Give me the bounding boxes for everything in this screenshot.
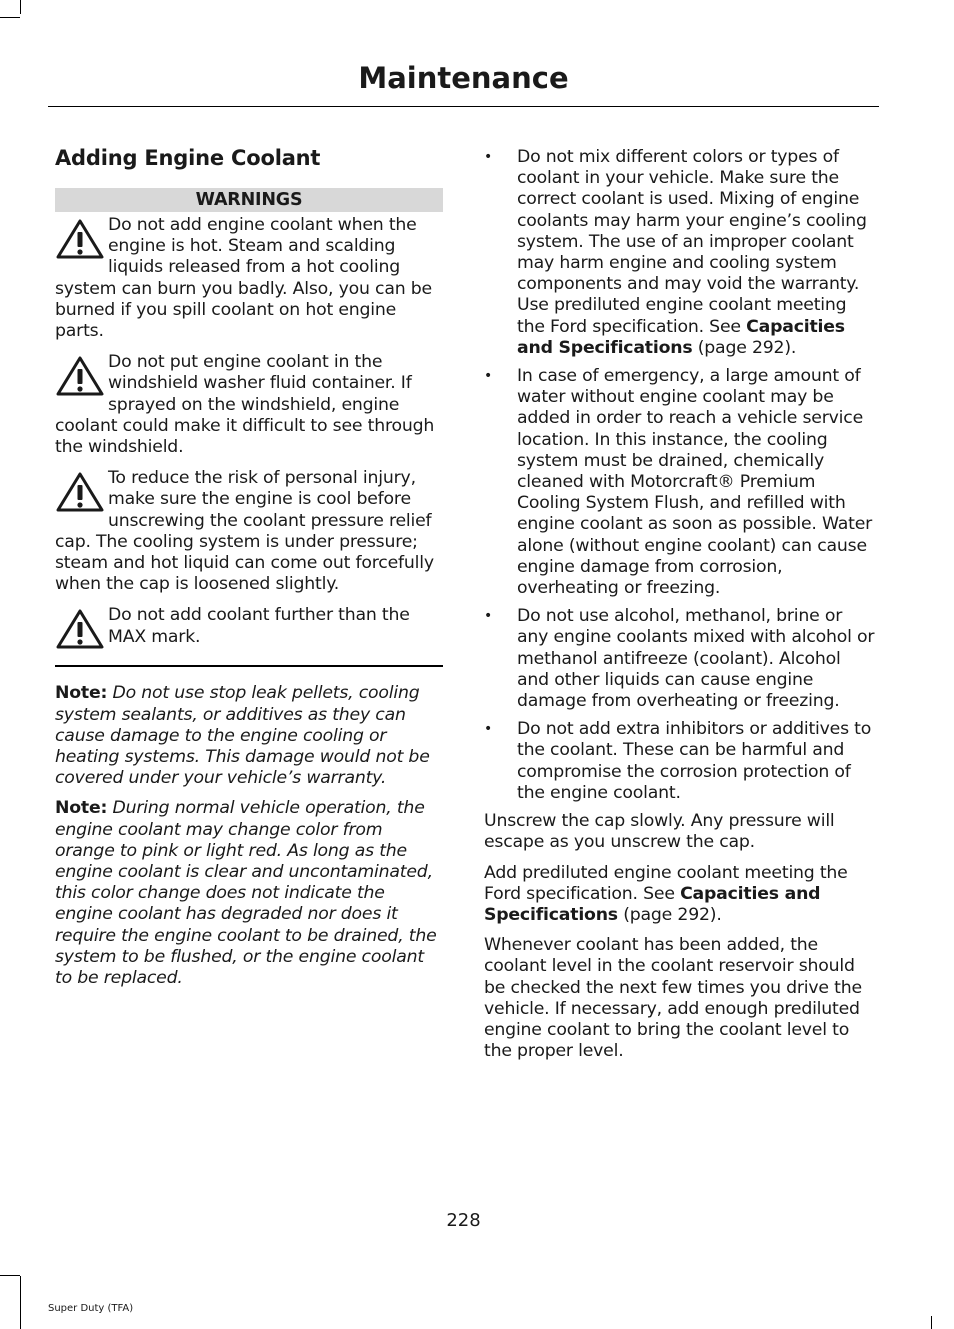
bullet-icon: • — [484, 608, 493, 625]
left-column — [55, 144, 443, 998]
cross-reference-link[interactable]: Capacities and Specifications — [517, 316, 845, 358]
bullet-icon: • — [484, 721, 493, 738]
note-paragraph — [55, 798, 443, 989]
note-label: Note: — [55, 683, 108, 704]
crop-mark — [20, 1276, 21, 1329]
warning-triangle-icon — [55, 217, 105, 265]
title-divider — [48, 106, 879, 107]
list-item — [484, 719, 876, 804]
bullet-icon: • — [484, 149, 493, 165]
warning-text: Do not add coolant further than the MAX mark. — [108, 605, 410, 647]
page-reference: (page 292). — [692, 337, 797, 358]
body-paragraph — [484, 863, 876, 927]
list-item — [484, 606, 876, 712]
body-paragraph: Unscrew the cap slowly. Any pressure will escape as you unscrew the cap. — [484, 811, 835, 853]
warning-text: Do not put engine coolant in the windshield washer fluid container. If sprayed on the windshield, engine coolant could make it difficult to see through the windshield. — [55, 352, 435, 458]
bullet-list — [484, 147, 876, 804]
page-title: Maintenance — [358, 61, 569, 95]
note-text: During normal vehicle operation, the engine coolant may change color from orange to pink or light red. As long as the engine coolant is clear and uncontaminated, this color change does not indicate the engine coolant has degraded nor does it require the engine coolant to be drained, the system to be flushed, or the engine coolant to be replaced. — [55, 798, 437, 989]
note-label: Note: — [55, 798, 108, 819]
warning-text: To reduce the risk of personal injury, make sure the engine is cool before unscrewing the coolant pressure relief cap. The cooling system is under pressure; steam and hot liquid can come out forcefully when the cap is loosened slightly. — [55, 468, 434, 595]
warning-item — [55, 215, 443, 342]
right-column — [484, 147, 876, 1071]
footer-model-label: Super Duty (TFA) — [48, 1303, 134, 1314]
list-item — [484, 366, 876, 599]
warnings-end-rule — [55, 665, 443, 667]
note-text: Do not use stop leak pellets, cooling system sealants, or additives as they can cause damage to the engine cooling or heating systems. This damage would not be covered under your vehicle’s warranty. — [55, 683, 430, 789]
cross-reference-link[interactable]: Capacities and Specifications — [484, 883, 821, 925]
warning-item — [55, 352, 443, 458]
warning-triangle-icon — [55, 354, 105, 402]
list-item-text: In case of emergency, a large amount of water without engine coolant may be added in order to reach a vehicle service location. In this instance, the cooling system must be drained, chemically cleaned with Motorcraft® Premium Cooling System Flush, and refilled with engine coolant as soon as possible. Water alone (without engine coolant) can cause engine damage from corrosion, overheating or freezing. — [517, 366, 873, 599]
note-paragraph — [55, 683, 443, 789]
crop-mark — [20, 0, 21, 14]
warnings-header: WARNINGS — [55, 188, 443, 212]
list-item-text: Do not use alcohol, methanol, brine or any engine coolants mixed with alcohol or methanol antifreeze (coolant). Alcohol and other liquids can cause engine damage from overheating or freezing. — [517, 606, 875, 712]
list-item-text: Do not mix different colors or types of coolant in your vehicle. Make sure the correct coolant is used. Mixing of engine coolants may harm your engine’s cooling system. The use of an improper coolant may harm engine and cooling system components and may void the warranty. Use prediluted engine coolant meeting the Ford specification. See — [517, 147, 867, 337]
crop-mark — [0, 1275, 20, 1276]
crop-mark — [0, 17, 20, 18]
list-item-text: Do not add extra inhibitors or additives to the coolant. These can be harmful and compromise the corrosion protection of the engine coolant. — [517, 719, 872, 803]
warning-item — [55, 468, 443, 595]
warning-text: Do not add engine coolant when the engine is hot. Steam and scalding liquids released from a hot cooling system can burn you badly. Also, you can be burned if you spill coolant on hot engine parts. — [55, 215, 432, 342]
body-paragraph: Whenever coolant has been added, the coolant level in the coolant reservoir should be checked the next few times you drive the vehicle. If necessary, add enough prediluted engine coolant to bring the coolant level to the proper level. — [484, 935, 862, 1062]
bullet-icon: • — [484, 368, 493, 385]
section-heading: Adding Engine Coolant — [55, 146, 321, 170]
warning-triangle-icon — [55, 470, 105, 518]
paragraph-text: Add prediluted engine coolant meeting the Ford specification. See — [484, 862, 848, 904]
list-item — [484, 147, 876, 359]
page-reference: (page 292). — [617, 904, 722, 925]
warning-triangle-icon — [55, 607, 105, 655]
page-number: 228 — [446, 1210, 481, 1231]
warning-item — [55, 605, 443, 655]
crop-mark — [931, 1316, 932, 1329]
